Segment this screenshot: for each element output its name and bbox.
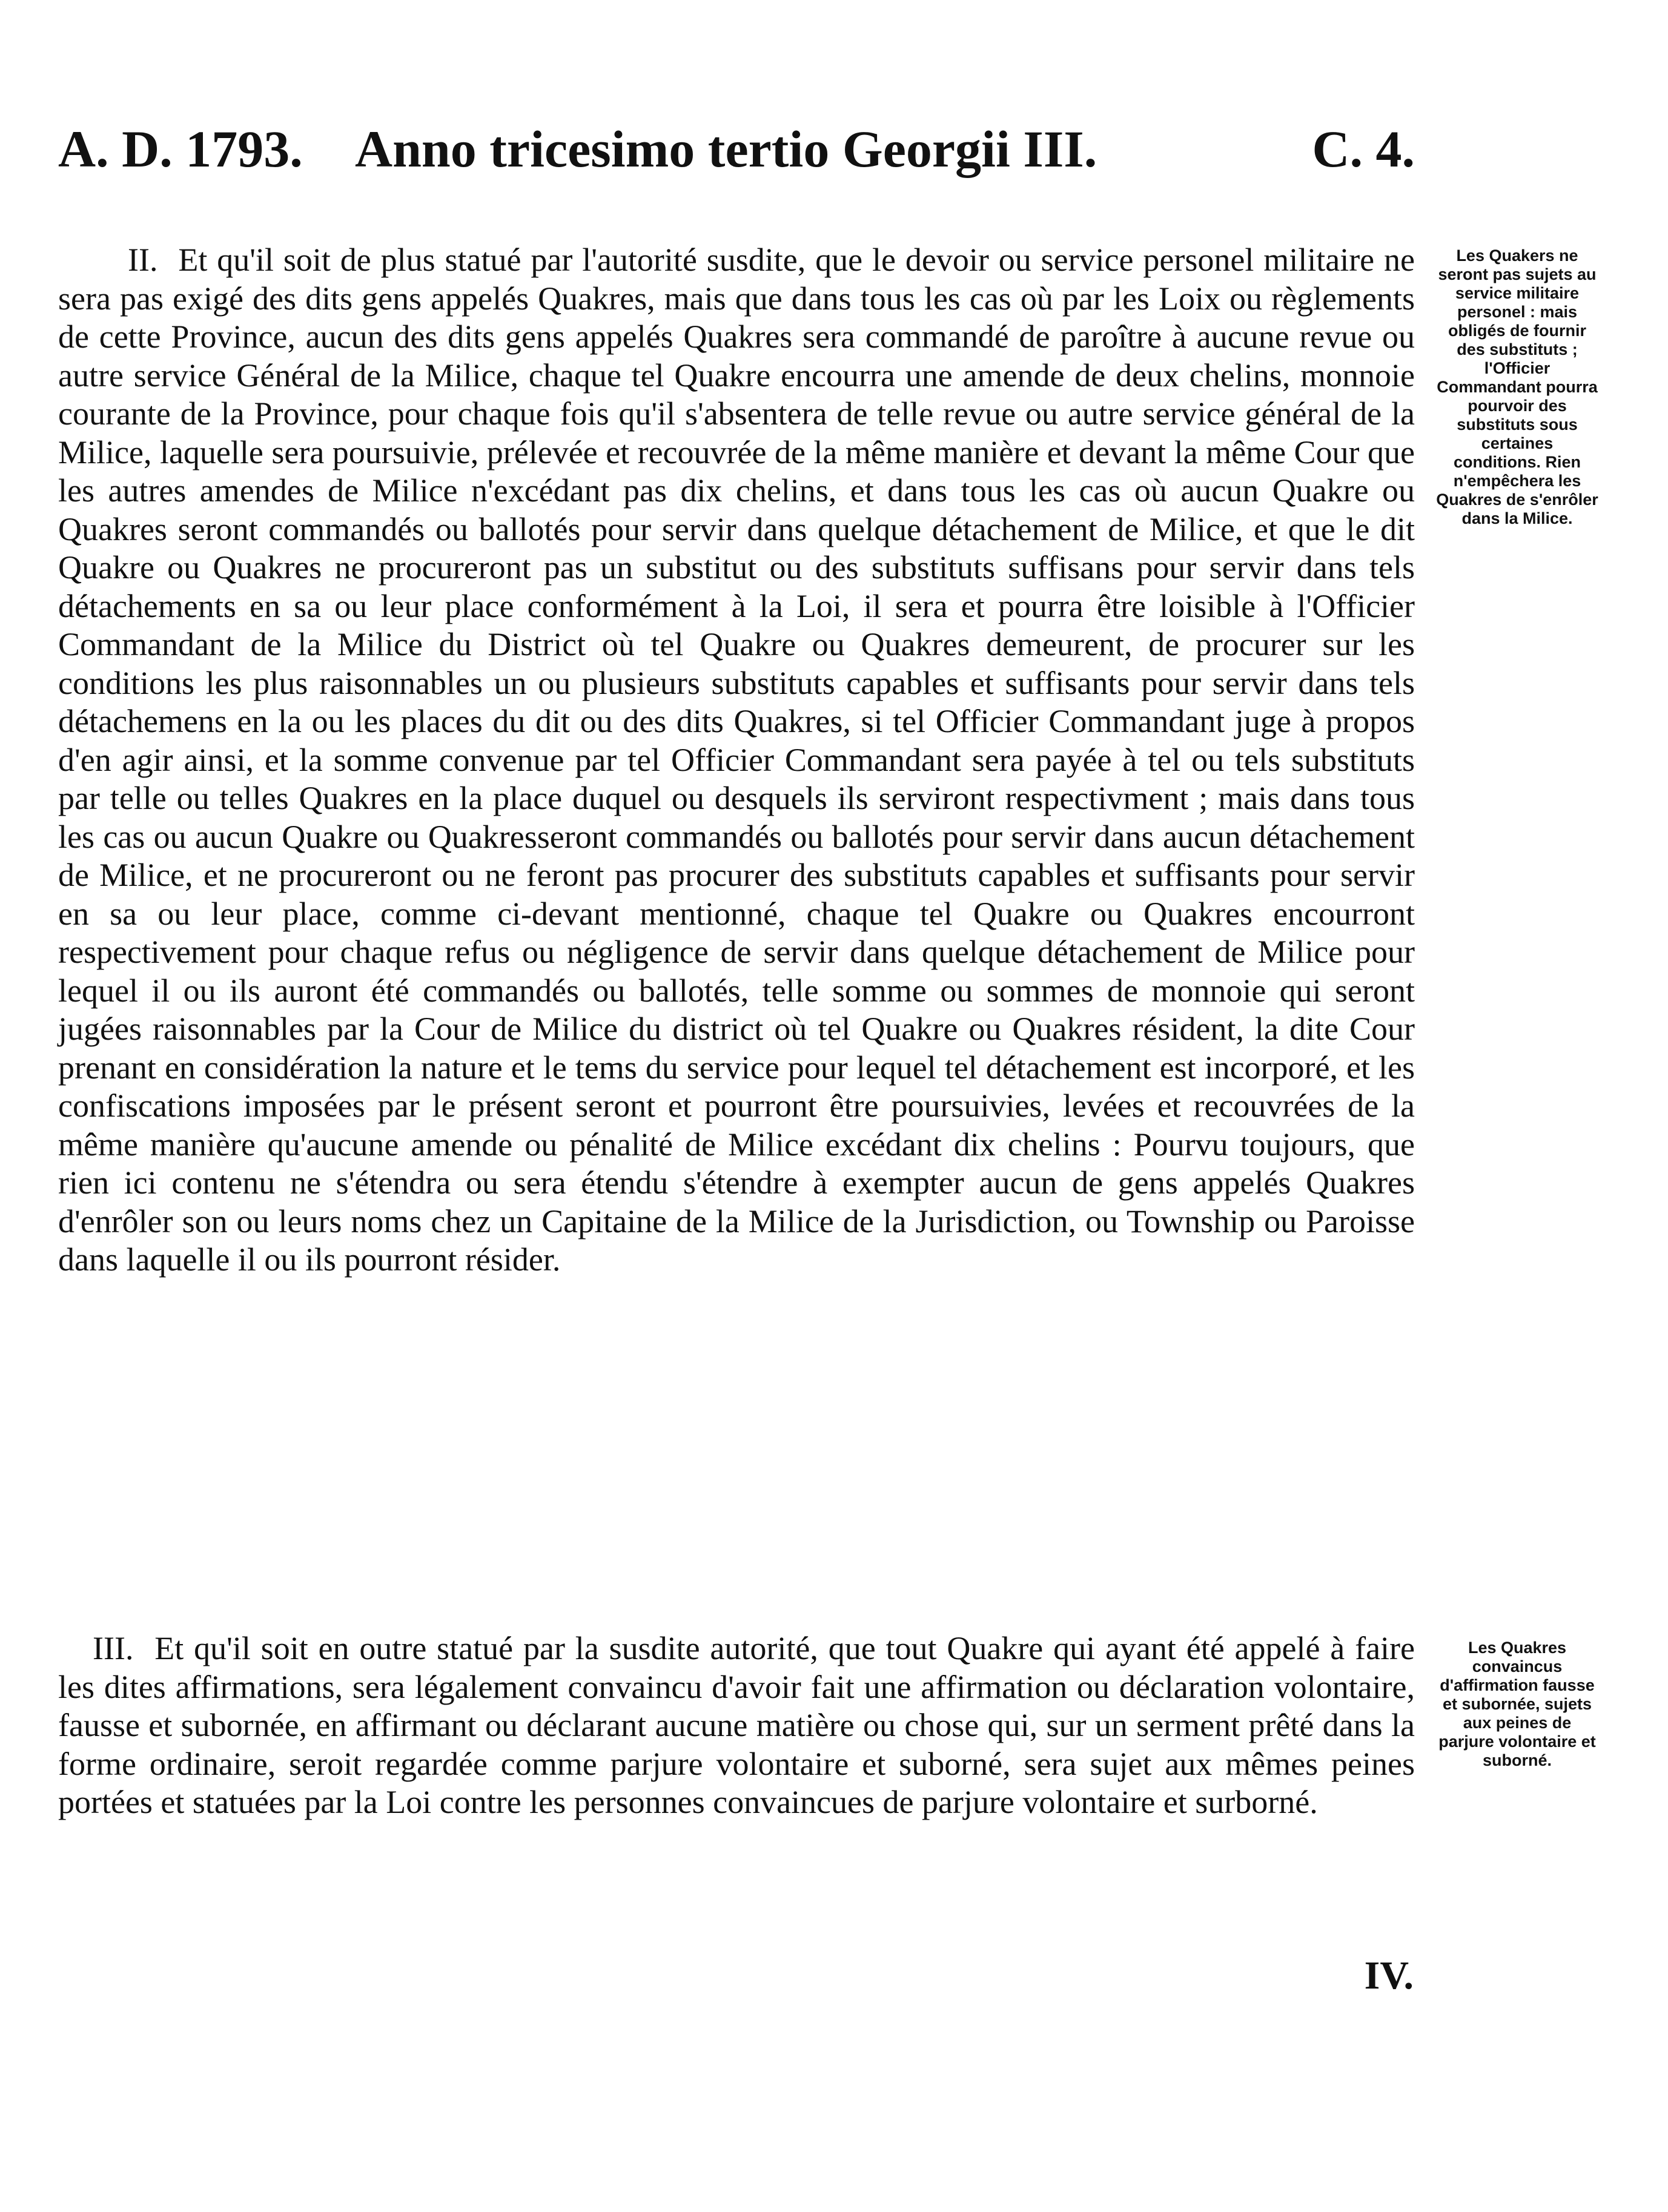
section-ii-paragraph xyxy=(58,241,1415,1279)
section-ii-margin-note: Les Quakers ne seront pas sujets au service militaire personel : mais obligés de fournir des substituts ; l'Officier Commandant pourra pourvoir des substituts sous certaines conditions. Rien n'empêchera les Quakres de s'enrôler dans la Milice. xyxy=(1436,246,1598,527)
section-iii xyxy=(58,1629,1415,1822)
section-iii-paragraph xyxy=(58,1629,1415,1822)
section-ii-text: Et qu'il soit de plus statué par l'autorité susdite, que le devoir ou service personel militaire ne sera pas exigé des dits gens appelés Quakres, mais que dans tous les cas où par les Loix ou règlements de cette Province, aucun des dits gens appelés Quakres sera commandé de paroître à aucune revue ou autre service Général de la Milice, chaque tel Quakre encourra une amende de deux chelins, monnoie courante de la Province, pour chaque fois qu'il s'absentera de telle revue ou autre service général de la Milice, laquelle sera poursuivie, prélevée et recouvrée de la même manière et devant la même Cour que les autres amendes de Milice n'excédant pas dix chelins, et dans tous les cas où aucun Quakre ou Quakres seront commandés ou ballotés pour servir dans quelque détachement de Milice, et que le dit Quakre ou Quakres ne procureront pas un substitut ou des substituts suffisans pour servir dans tels détachements en sa ou leur place conformément à la Loi, il sera et pourra être loisible à l'Officier Commandant de la Milice du District où tel Quakre ou Quakres demeurent, de procurer sur les conditions les plus raisonnables un ou plusieurs substituts capables et suffisants pour servir dans tels détachemens en la ou les places du dit ou des dits Quakres, si tel Officier Commandant juge à propos d'en agir ainsi, et la somme convenue par tel Officier Commandant sera payée à tel ou tels substituts par telle ou telles Quakres en la place duquel ou desquels ils serviront respectivment ; mais dans tous les cas ou aucun Quakre ou Quakresseront commandés ou ballotés pour servir dans aucun détachement de Milice, et ne procureront ou ne feront pas procurer des substituts capables et suffisants pour servir en sa ou leur place, comme ci-devant mentionné, chaque tel Quakre ou Quakres encourront respectivement pour chaque refus ou négligence de servir dans quelque détachement de Milice pour lequel il ou ils auront été commandés ou ballotés, telle somme ou sommes de monnoie qui seront jugées raisonnables par la Cour de Milice du district où tel Quakre ou Quakres résident, la dite Cour prenant en considération la nature et le tems du service pour lequel tel détachement est incorporé, et les confiscations imposées par le présent seront et pourront être poursuivies, levées et recouvrées de la même manière qu'aucune amende ou pénalité de Milice excédant dix chelins : Pourvu toujours, que rien ici contenu ne s'étendra ou sera étendu s'étendre à exempter aucun de gens appelés Quakres d'enrôler son ou leurs noms chez un Capitaine de la Milice de la Jurisdiction, ou Township ou Paroisse dans laquelle il ou ils pourront résider. xyxy=(58,242,1415,1278)
section-iii-text: Et qu'il soit en outre statué par la susdite autorité, que tout Quakre qui ayant été appelé à faire les dites affirmations, sera légalement convaincu d'avoir fait une affirmation ou déclaration volontaire, fausse et subornée, en affirmant ou déclarant aucune matière ou chose qui, sur un serment prêté dans la forme ordinaire, seroit regardée comme parjure volontaire et suborné, sera sujet aux mêmes peines portées et statuées par la Loi contre les personnes convaincues de parjure volontaire et surborné. xyxy=(58,1630,1415,1820)
running-header xyxy=(58,119,1415,185)
header-chapter: C. 4. xyxy=(1312,120,1415,178)
section-ii-numeral: II. xyxy=(128,242,158,278)
header-year: A. D. 1793. xyxy=(58,120,303,178)
section-ii xyxy=(58,241,1415,1279)
section-iii-margin-note: Les Quakres convaincus d'affirmation fausse et subornée, sujets aux peines de parjure volontaire et suborné. xyxy=(1438,1639,1596,1769)
section-iii-numeral: III. xyxy=(93,1630,134,1666)
header-title: Anno tricesimo tertio Georgii III. xyxy=(355,120,1097,178)
catchword: IV. xyxy=(1364,1953,1414,1998)
